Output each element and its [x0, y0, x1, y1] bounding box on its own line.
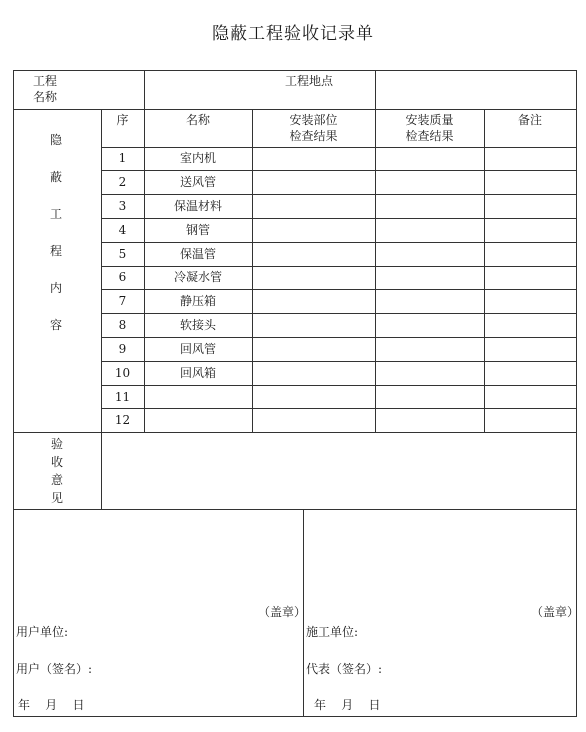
row-divider: [101, 313, 577, 314]
acceptance-opinion-field[interactable]: [103, 434, 575, 508]
column-header-remarks: 备注: [517, 113, 542, 127]
row-divider: [101, 266, 577, 267]
row-seq: 6: [118, 270, 127, 284]
col-divider-name: [252, 109, 253, 433]
row-seq: 4: [118, 223, 127, 237]
row-name: 回风箱: [179, 366, 216, 380]
row-seq: 7: [118, 294, 127, 308]
contractor-signature-label: 代表（签名）:: [306, 662, 383, 676]
column-header-install-location: 安装部位 检查结果: [289, 113, 338, 143]
opinion-bottom-divider: [13, 509, 577, 510]
row-seq: 2: [118, 175, 127, 189]
column-header-divider: [101, 147, 577, 148]
project-name-label: 工程 名称: [33, 74, 58, 104]
header-col-divider: [375, 70, 376, 110]
row-name: 软接头: [179, 318, 216, 332]
column-header-install-quality: 安装质量 检查结果: [405, 113, 454, 143]
row-seq: 12: [114, 413, 131, 427]
row-divider: [101, 242, 577, 243]
customer-date-label: 年 月 日: [18, 698, 85, 712]
contractor-unit-label: 施工单位:: [306, 625, 359, 639]
header-divider: [13, 109, 577, 110]
table-border-bottom: [13, 716, 577, 717]
row-seq: 1: [118, 151, 127, 165]
row-name: 保温材料: [173, 199, 222, 213]
row-divider: [101, 194, 577, 195]
header-col-divider: [144, 70, 145, 110]
row-seq: 8: [118, 318, 127, 332]
project-name-value[interactable]: [146, 72, 251, 108]
content-bottom-divider: [13, 432, 577, 433]
row-seq: 5: [118, 247, 127, 261]
table-border-top: [13, 70, 577, 71]
row-name: 静压箱: [179, 294, 216, 308]
row-divider: [101, 289, 577, 290]
content-side-label: 隐 蔽 工 程 内 容: [50, 133, 63, 332]
row-divider: [101, 408, 577, 409]
project-location-label: 工程地点: [285, 74, 334, 88]
row-name: 室内机: [179, 151, 216, 165]
customer-signature-label: 用户（签名）:: [16, 662, 93, 676]
customer-unit-label: 用户单位:: [16, 625, 69, 639]
section-label-divider: [101, 109, 102, 510]
row-seq: 3: [118, 199, 127, 213]
row-seq: 10: [114, 366, 131, 380]
col-divider-quality: [484, 109, 485, 433]
page-title: 隐蔽工程验收记录单: [212, 24, 374, 44]
row-name: 送风管: [179, 175, 216, 189]
acceptance-opinion-label: 验 收 意 见: [50, 437, 63, 505]
project-location-value[interactable]: [377, 72, 575, 108]
column-header-name: 名称: [185, 113, 210, 127]
customer-seal: （盖章）: [258, 605, 307, 619]
row-divider: [101, 218, 577, 219]
row-name: 回风管: [179, 342, 216, 356]
table-border-left: [13, 70, 14, 717]
row-divider: [101, 361, 577, 362]
row-name: 保温管: [179, 247, 216, 261]
row-seq: 9: [118, 342, 127, 356]
row-name: 冷凝水管: [173, 270, 222, 284]
row-divider: [101, 337, 577, 338]
contractor-date-label: 年 月 日: [314, 698, 381, 712]
contractor-seal: （盖章）: [531, 605, 580, 619]
row-divider: [101, 385, 577, 386]
row-name: 钢管: [185, 223, 210, 237]
column-header-seq: 序: [116, 113, 129, 127]
col-divider-location: [375, 109, 376, 433]
row-seq: 11: [114, 390, 131, 404]
row-divider: [101, 170, 577, 171]
